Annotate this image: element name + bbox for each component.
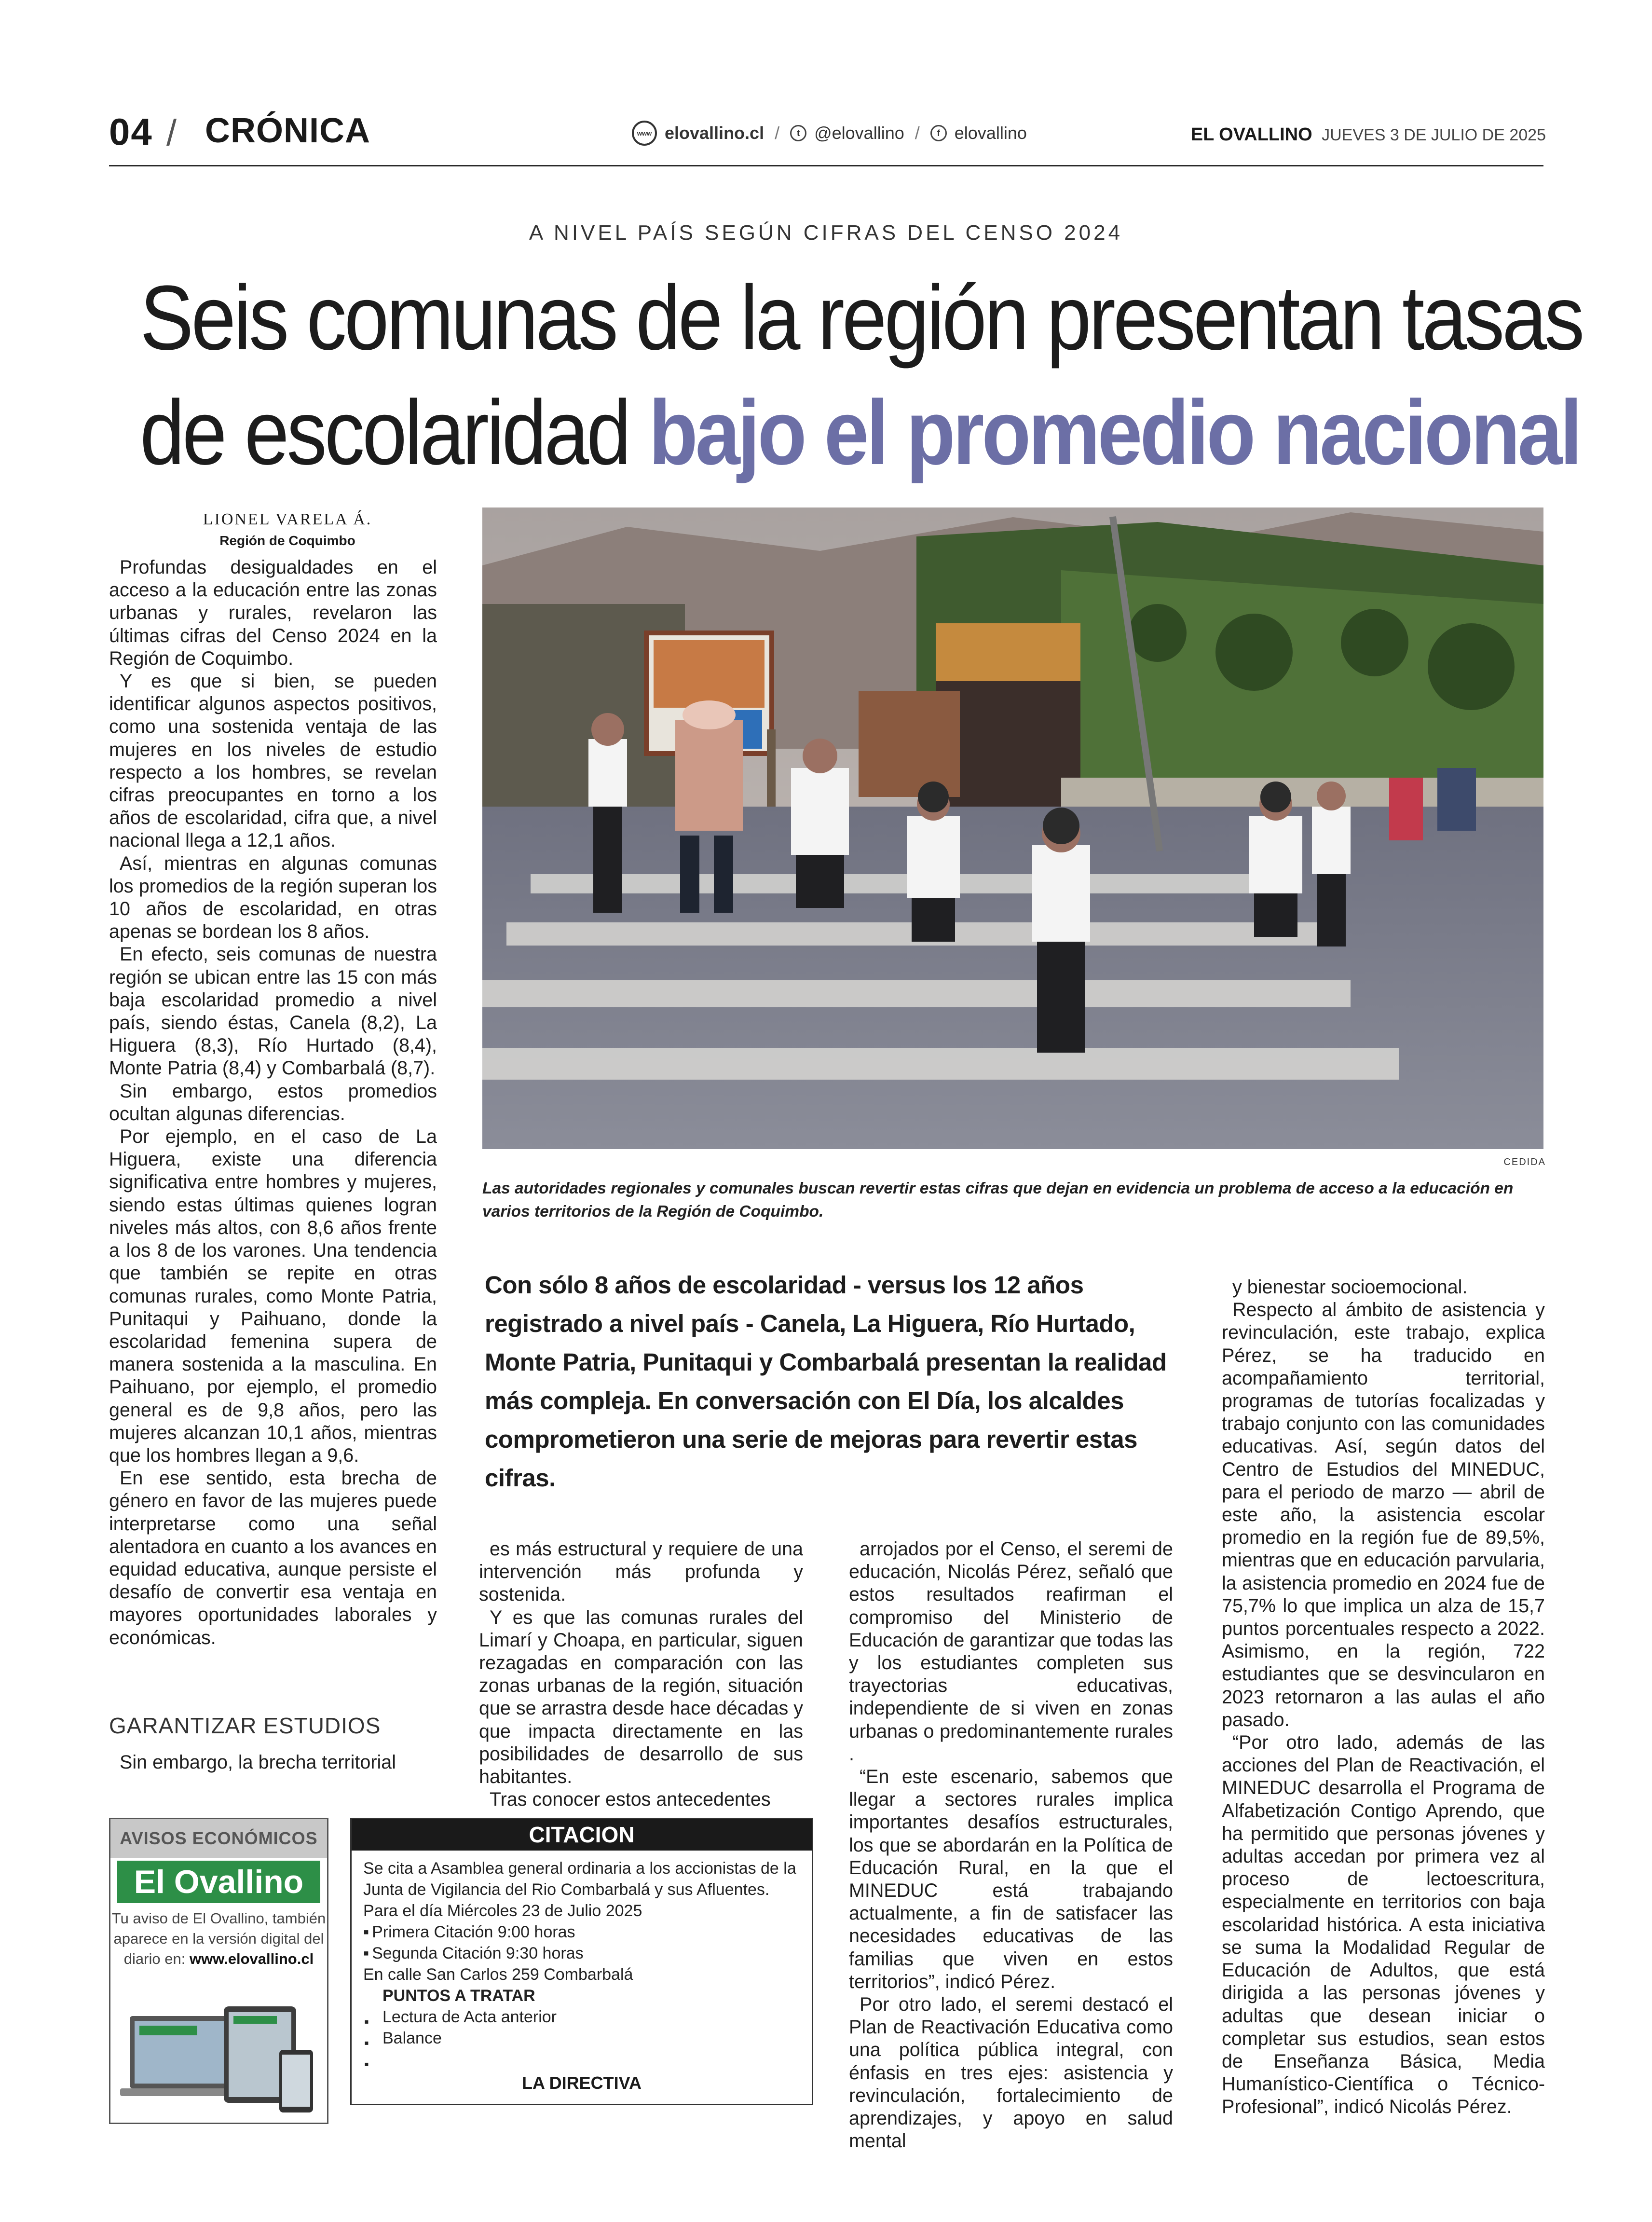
paragraph: Profundas desigualdades en el acceso a la educación entre las zonas urbanas y rurales, revelaron las últimas cifras del Censo 2024 en la Región de Coquimbo. [109, 557, 437, 669]
divider: / [915, 123, 920, 143]
paragraph: Por ejemplo, en el caso de La Higuera, existe una diferencia significativa entre hombres y mujeres, siendo estas últimas quienes logran niveles más altos, con 8,6 años frente a los 8 de los varones. Una tendencia que también se repite en otras comunas rurales, como Monte Patria, Punitaqui y Paihuano, donde la escolaridad femenina supera de manera sostenida a la masculina. En Paihuano, por ejemplo, el promedio general es de 9,8 años, pero las mujeres alcanzan 10,1 años, mientras que los hombres llegan a 9,6. [109, 1126, 437, 1466]
byline: LIONEL VARELA Á. [203, 510, 372, 528]
paragraph: y bienestar socioemocional. [1232, 1276, 1468, 1298]
facebook-handle[interactable]: elovallino [954, 123, 1027, 143]
notice-agenda-title: PUNTOS A TRATAR [382, 1987, 535, 2005]
headline-line-2 [140, 375, 1580, 490]
article-headline [140, 261, 1583, 490]
classifieds-ad[interactable] [109, 1818, 328, 2124]
social-links [632, 121, 1027, 146]
dateline-region: Región de Coquimbo [219, 533, 355, 548]
paragraph: Y es que si bien, se pueden identificar algunos aspectos positivos, como una sostenida ventaja de las mujeres en los niveles de estudio respecto a los hombres, se revelan cifras preocupantes en torno a los años de escolaridad, cifra que, a nivel nacional llega a 12,1 años. [109, 671, 437, 851]
paragraph: En efecto, seis comunas de nuestra región se ubican entre las 15 con más baja escolaridad promedio a nivel país, siendo éstas, Canela (8,2), La Higuera (8,3), Río Hurtado (8,4), Monte Patria (8,4) y Combarbalá (8,7). [109, 944, 437, 1079]
notice-intro: Se cita a Asamblea general ordinaria a los accionistas de la Junta de Vigilancia del Rio Combarbalá y sus Afluentes. Para el día Miércoles 23 de Julio 2025 [363, 1859, 796, 1920]
headline-highlight: bajo el promedio nacional [648, 382, 1580, 484]
section-title: CRÓNICA [205, 111, 370, 150]
article-deck: Con sólo 8 años de escolaridad - versus los 12 años registrado a nivel país - Canela, La Higuera, Río Hurtado, Monte Patria, Punitaqui y Combarbalá presentan la realidad más compleja. En conversación con El Día, los alcaldes comprometieron una serie de mejoras para revertir estas cifras. [485, 1271, 1167, 1492]
notice-signature: LA DIRECTIVA [522, 2073, 642, 2093]
classifieds-ad-brand: El Ovallino [117, 1861, 320, 1903]
body-column-2 [479, 1538, 803, 1811]
classifieds-ad-text [110, 1908, 327, 1969]
paragraph: Sin embargo, la brecha territorial [120, 1752, 396, 1773]
classifieds-ad-copy: Tu aviso de El Ovallino, también aparece en la versión digital del diario en: [111, 1910, 326, 1967]
photo-caption: Las autoridades regionales y comunales buscan revertir estas cifras que dejan en evidencia un problema de acceso a la educación en varios territorios de la Región de Coquimbo. [482, 1180, 1514, 1221]
paragraph: Tras conocer estos antecedentes [490, 1789, 771, 1811]
paragraph: Por otro lado, el seremi destacó el Plan de Reactivación Educativa como una política pública integral, con énfasis en tres ejes: asistencia y revinculación, fortalecimiento de aprendizajes, y apoyo en salud mental [849, 1994, 1173, 2152]
paragraph: Y es que las comunas rurales del Limarí y Choapa, en particular, siguen rezagadas en comparación con las zonas urbanas de la región, situación que se arrastra desde hace décadas y que impacta directamente en las posibilidades de desarrollo de sus habitantes. [479, 1606, 803, 1788]
notice-address: En calle San Carlos 259 Combarbalá [363, 1965, 633, 1984]
school-street-photo [482, 507, 1543, 1149]
notice-agenda-item: ▪ Lectura de Acta anterior [382, 2006, 802, 2028]
paragraph: es más estructural y requiere de una intervención más profunda y sostenida. [479, 1538, 803, 1605]
paragraph: “En este escenario, sabemos que llegar a sectores rurales implica importantes desafíos estructurales, los que se abordarán en la Política de Educación Rural, en la que el MINEDUC está trabajando actualmente, a fin de satisfacer las necesidades educativas de las familias que viven en estos territorios”, indicó Pérez. [849, 1766, 1173, 1992]
meeting-notice [350, 1818, 813, 2105]
section-subhead: GARANTIZAR ESTUDIOS [109, 1713, 381, 1738]
facebook-icon: f [930, 125, 947, 141]
notice-second-call: ▪ Segunda Citación 9:30 horas [363, 1943, 802, 1964]
article-kicker: A NIVEL PAÍS SEGÚN CIFRAS DEL CENSO 2024 [529, 221, 1123, 245]
classifieds-ad-url[interactable]: www.elovallino.cl [189, 1950, 314, 1967]
header-separator: / [166, 112, 177, 153]
paragraph: Así, mientras en algunas comunas los promedios de la región superan los 10 años de escolaridad, en otras apenas se bordean los 8 años. [109, 852, 437, 943]
paragraph: arrojados por el Censo, el seremi de educación, Nicolás Pérez, señaló que estos resultados reafirman el compromiso del Ministerio de Educación de garantizar que todas las y los estudiantes completen sus trayectorias educativas, independiente de si viven en zonas urbanas o predominantemente rurales . [849, 1538, 1173, 1765]
classifieds-ad-title: AVISOS ECONÓMICOS [110, 1819, 327, 1858]
article-photo [482, 507, 1543, 1149]
paper-name: EL OVALLINO [1190, 124, 1312, 145]
headline-part-2: de escolaridad [140, 382, 629, 484]
divider: / [775, 123, 780, 143]
paragraph: “Por otro lado, además de las acciones del Plan de Reactivación, el MINEDUC desarrolla el Programa de Alfabetización Contigo Aprendo, que ha permitido que personas jóvenes y adultas accedan por primera vez al proceso de lectoescritura, especialmente en territorios con baja escolaridad histórica. A esta iniciativa se suma la Modalidad Regular de Educación de Adultos, que está dirigida a las personas jóvenes y adultas que desean iniciar o completar sus estudios, sean estos de Enseñanza Básica, Media Humanístico-Científica o Técnico-Profesional”, indicó Nicolás Pérez. [1222, 1732, 1545, 2118]
notice-first-call: ▪ Primera Citación 9:00 horas [363, 1921, 802, 1943]
website-link[interactable]: elovallino.cl [665, 123, 765, 143]
paragraph: Respecto al ámbito de asistencia y revinculación, este trabajo, explica Pérez, se ha traducido en acompañamiento territorial, programas de tutorías focalizadas y trabajo conjunto con las comunidades educativas. Así, según datos del Centro de Estudios del MINEDUC, para el periodo de marzo — abril de este año, la asistencia escolar promedio en la región fue de 89,5%, mientras que en educación parvularia, la asistencia promedio en 2024 fue de 75,7% lo que implica un alza de 15,7 puntos porcentuales respecto a 2022. Asimismo, en la región, 722 estudiantes que se desvincularon en 2023 retornaron a las aulas el año pasado. [1222, 1299, 1545, 1730]
notice-title: CITACION [352, 1819, 812, 1851]
notice-agenda-item: ▪ Balance [382, 2028, 802, 2049]
body-column-3 [849, 1538, 1173, 2153]
paragraph: En ese sentido, esta brecha de género en favor de las mujeres puede interpretarse como una señal alentadora en cuanto a los avances en equidad educativa, aunque persiste el desafío de convertir esa ventaja en mayores oportunidades laborales y económicas. [109, 1468, 437, 1648]
twitter-icon: t [790, 125, 806, 141]
web-icon: www [632, 121, 657, 146]
body-column-1 [109, 556, 437, 1649]
devices-icon [120, 1997, 318, 2117]
page-number: 04 [109, 110, 153, 153]
header-rule [109, 165, 1543, 166]
body-column-1-continued [109, 1751, 437, 1774]
headline-line-1: Seis comunas de la región presentan tasas [140, 267, 1583, 369]
photo-credit: CEDIDA [1503, 1157, 1546, 1167]
notice-body [363, 1858, 802, 2070]
notice-agenda-item [382, 2049, 802, 2070]
twitter-handle[interactable]: @elovallino [814, 123, 904, 143]
body-column-4 [1222, 1276, 1545, 2119]
paragraph: Sin embargo, estos promedios ocultan algunas diferencias. [109, 1080, 437, 1125]
masthead-info [1191, 124, 1546, 145]
issue-date: JUEVES 3 DE JULIO DE 2025 [1322, 126, 1546, 144]
